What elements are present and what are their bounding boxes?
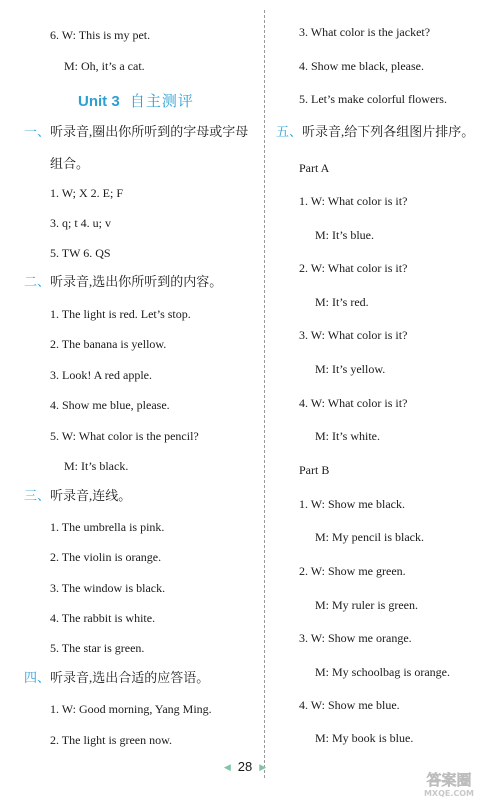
dialog-line: M: It’s white. [315, 429, 380, 443]
section-instruction: 听录音,选出合适的应答语。 [50, 670, 210, 685]
dialog-line: M: My schoolbag is orange. [315, 665, 450, 679]
answer-item: 1. W: Good morning, Yang Ming. [50, 702, 212, 716]
right-arrow-icon: ▶ [259, 762, 267, 772]
watermark-url: MXQE.COM [423, 789, 475, 798]
section-heading-4 [24, 670, 209, 686]
dialog-line: M: It’s blue. [315, 228, 374, 242]
section-marker: 二、 [24, 274, 51, 289]
dialog-line: 2. W: What color is it? [299, 261, 408, 275]
section-instruction: 听录音,圈出你所听到的字母或字母 [50, 124, 249, 139]
answer-item: 2. The banana is yellow. [50, 337, 167, 351]
answer-item: 5. Let’s make colorful flowers. [299, 92, 447, 106]
answer-item: 4. Show me black, please. [299, 59, 424, 73]
dialog-line: 6. W: This is my pet. [50, 28, 151, 42]
answer-item: 1. The umbrella is pink. [50, 520, 165, 534]
answer-item: 5. TW 6. QS [50, 246, 111, 260]
unit-subtitle: 自主测评 [129, 93, 194, 110]
section-marker: 五、 [276, 124, 303, 139]
dialog-line: 4. W: Show me blue. [299, 698, 400, 712]
dialog-line: M: My pencil is black. [315, 530, 424, 544]
dialog-line: M: My ruler is green. [315, 598, 418, 612]
dialog-line: M: It’s red. [315, 295, 369, 309]
answer-item: M: It’s black. [64, 459, 129, 473]
unit-title [78, 90, 194, 111]
section-heading-1 [24, 124, 248, 140]
section-instruction-cont: 组合。 [50, 156, 90, 171]
dialog-line: 3. W: Show me orange. [299, 631, 412, 645]
section-heading-5 [276, 124, 474, 140]
section-heading-2 [24, 274, 222, 290]
dialog-line: M: It’s yellow. [315, 362, 386, 376]
answer-item: 4. Show me blue, please. [50, 398, 170, 412]
section-instruction: 听录音,给下列各组图片排序。 [302, 124, 475, 139]
section-heading-3 [24, 488, 131, 504]
watermark-text: 答案圈 [426, 771, 472, 789]
answer-item: 2. The violin is orange. [50, 550, 162, 564]
column-divider [264, 10, 265, 778]
dialog-line: 1. W: What color is it? [299, 194, 408, 208]
watermark-logo [412, 768, 486, 798]
section-marker: 三、 [24, 488, 51, 503]
page-number-text: 28 [237, 759, 253, 774]
dialog-line: M: My book is blue. [315, 731, 414, 745]
section-marker: 一、 [24, 124, 51, 139]
section-marker: 四、 [24, 670, 51, 685]
dialog-line: 1. W: Show me black. [299, 497, 405, 511]
section-instruction: 听录音,连线。 [50, 488, 132, 503]
answer-item: 3. q; t 4. u; v [50, 216, 112, 230]
answer-item: 3. The window is black. [50, 581, 166, 595]
unit-label: Unit 3 [78, 93, 120, 110]
answer-item: 2. The light is green now. [50, 733, 172, 747]
answer-item: 5. W: What color is the pencil? [50, 429, 199, 443]
part-label: Part B [299, 463, 330, 477]
dialog-line: 3. W: What color is it? [299, 328, 408, 342]
dialog-line: M: Oh, it’s a cat. [64, 59, 145, 73]
left-arrow-icon: ◀ [223, 762, 231, 772]
dialog-line: 4. W: What color is it? [299, 396, 408, 410]
answer-item: 1. W; X 2. E; F [50, 186, 124, 200]
answer-item: 3. What color is the jacket? [299, 25, 431, 39]
answer-item: 5. The star is green. [50, 641, 145, 655]
answer-item: 3. Look! A red apple. [50, 368, 152, 382]
section-instruction: 听录音,选出你所听到的内容。 [50, 274, 223, 289]
answer-item: 1. The light is red. Let’s stop. [50, 307, 191, 321]
part-label: Part A [299, 161, 330, 175]
dialog-line: 2. W: Show me green. [299, 564, 406, 578]
answer-item: 4. The rabbit is white. [50, 611, 156, 625]
